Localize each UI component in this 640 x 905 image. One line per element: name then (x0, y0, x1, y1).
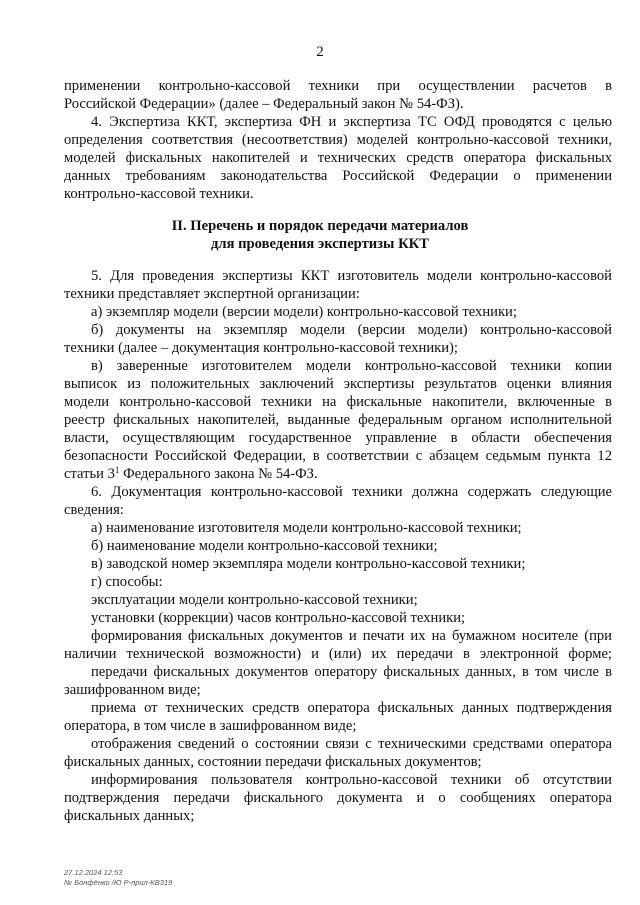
text-span: Федерального закона № 54-ФЗ. (119, 466, 318, 482)
text-line: б) документы на экземпляр модели (версии модели) контрольно-кассовой (91, 322, 612, 338)
text-line: применении контрольно-кассовой техники при осуществлении расчетов в (64, 78, 612, 94)
text-line: подтверждения передачи фискального документа и о сообщениях оператора (64, 790, 612, 806)
text-line: формирования фискальных документов и печати их на бумажном носителе (при (91, 628, 612, 644)
superscript: 1 (114, 465, 120, 475)
text-line: установки (коррекции) часов контрольно-кассовой техники; (91, 610, 466, 626)
text-line: техники представляет экспертной организации: (64, 286, 360, 302)
text-line: определения соответствия (несоответствия) моделей контрольно-кассовой техники, (64, 132, 612, 148)
text-line: 5. Для проведения экспертизы ККТ изготовитель модели контрольно-кассовой (91, 268, 612, 284)
text-line: в) заверенные изготовителем модели контрольно-кассовой техники копии (91, 358, 612, 374)
text-line: Российской Федерации» (далее – Федеральный закон № 54-ФЗ). (64, 96, 464, 112)
text-line: в) заводской номер экземпляра модели контрольно-кассовой техники; (91, 556, 526, 572)
text-line: отображения сведений о состоянии связи с техническими средствами оператора (91, 736, 612, 752)
section-heading: II. Перечень и порядок передачи материалов (171, 218, 469, 234)
text-line: техники (далее – документация контрольно-кассовой техники); (64, 340, 458, 356)
footer-code: № Бонфёнко /Ю Р-прил-КВ319 (64, 878, 173, 887)
text-line: г) способы: (91, 574, 163, 590)
text-line: б) наименование модели контрольно-кассовой техники; (91, 538, 438, 554)
section-heading: для проведения экспертизы ККТ (211, 236, 429, 252)
text-line: данных требованиям законодательства Российской Федерации о применении (64, 168, 612, 184)
text-line: реестр фискальных накопителей, выданные федеральным органом исполнительной (64, 412, 612, 428)
text-line: власти, осуществляющим государственное управление в области обеспечения (64, 430, 612, 446)
text-line: наличии технической возможности) и (или) их передачи в электронной форме; (64, 646, 612, 662)
text-line: а) наименование изготовителя модели контрольно-кассовой техники; (91, 520, 522, 536)
text-line: информирования пользователя контрольно-кассовой техники об отсутствии (91, 772, 612, 788)
text-line: выписок из положительных заключений экспертизы результатов оценки влияния (64, 376, 612, 392)
text-line: фискальных данных; (64, 808, 195, 824)
text-line: а) экземпляр модели (версии модели) контрольно-кассовой техники; (91, 304, 517, 320)
text-line: приема от технических средств оператора фискальных данных подтверждения (91, 700, 612, 716)
text-line: моделей фискальных накопителей и технических средств оператора фискальных (64, 150, 612, 166)
text-span: статьи 3 (64, 466, 115, 482)
text-line (64, 465, 612, 483)
page-number: 2 (316, 44, 324, 60)
text-line: зашифрованном виде; (64, 682, 201, 698)
text-line: эксплуатации модели контрольно-кассовой техники; (91, 592, 418, 608)
text-line: безопасности Российской Федерации, в соответствии с абзацем седьмым пункта 12 (64, 448, 612, 464)
text-line: модели контрольно-кассовой техники на фискальные накопители, включенные в (64, 394, 612, 410)
text-line: контрольно-кассовой техники. (64, 186, 254, 202)
footer-date: 27.12.2024 12:53 (64, 868, 123, 877)
text-line: оператора, в том числе в зашифрованном виде; (64, 718, 357, 734)
text-line: фискальных данных, состоянии передачи фискальных документов; (64, 754, 482, 770)
text-line: сведения: (64, 502, 124, 518)
text-line: 6. Документация контрольно-кассовой техники должна содержать следующие (91, 484, 612, 500)
text-line: передачи фискальных документов оператору фискальных данных, в том числе в (91, 664, 612, 680)
text-line: 4. Экспертиза ККТ, экспертиза ФН и экспертиза ТС ОФД проводятся с целью (91, 114, 612, 130)
